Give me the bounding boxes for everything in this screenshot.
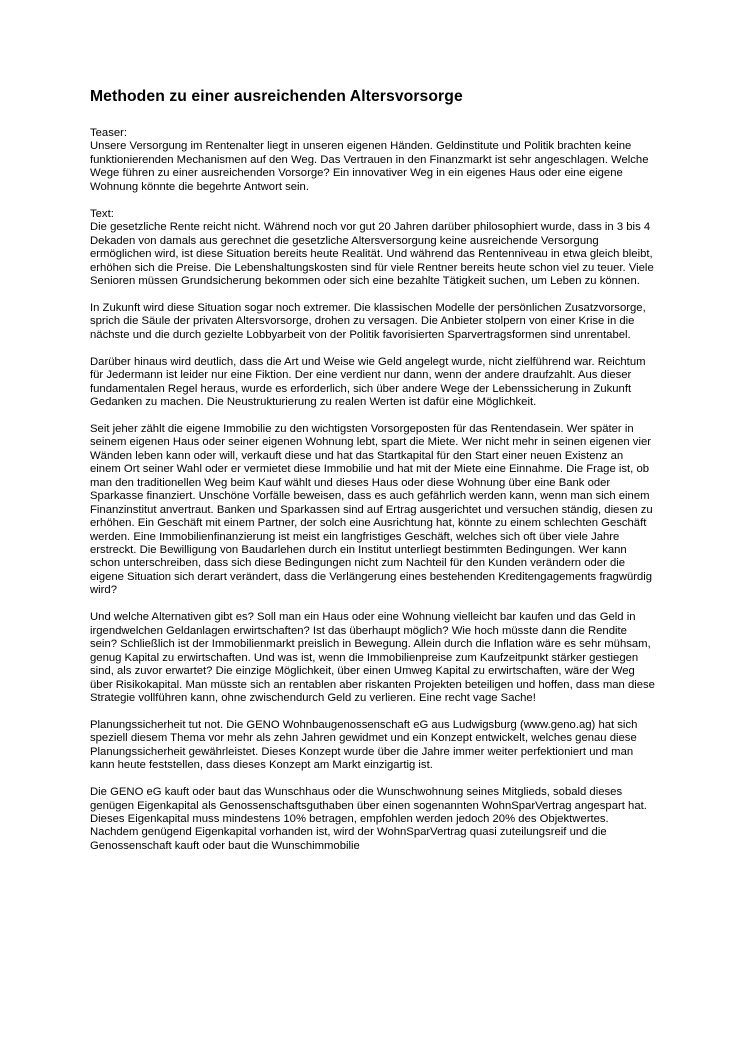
body-paragraph: Die gesetzliche Rente reicht nicht. Während noch vor gut 20 Jahren darüber philosophiert wurde, dass in 3 bis 4 Dekaden von damals aus gerechnet die gesetzliche Altersversorgung keine ausreichende Versorgung ermöglichen wird, ist diese Situation bereits heute Realität. Und während das Rentenniveau in etwa gleich bleibt, erhöhen sich die Preise. Die Lebenshaltungskosten sind für viele Rentner bereits heute schon viel zu teuer. Viele Senioren müssen Grundsicherung bekommen oder sich eine bezahlte Tätigkeit suchen, um Leben zu können. (90, 221, 654, 287)
text-label: Text: (90, 207, 114, 220)
teaser-text: Unsere Versorgung im Rentenalter liegt in unseren eigenen Händen. Geldinstitute und Politik brachten keine funktionierenden Mechanismen auf den Weg. Das Vertrauen in den Finanzmarkt ist sehr angeschlagen. Welche Wege führen zu einer ausreichenden Vorsorge? Ein innovativer Weg in ein eigenes Haus oder eine eigene Wohnung könnte die begehrte Antwort sein. (90, 140, 649, 193)
document-body (90, 127, 655, 853)
teaser-label: Teaser: (90, 127, 128, 139)
body-paragraph: Die GENO eG kauft oder baut das Wunschhaus oder die Wunschwohnung seines Mitglieds, sobald dieses genügen Eigenkapital als Genossenschaftsguthaben über einen sogenannten WohnSparVertrag angespart hat. Dieses Eigenkapital muss mindestens 10% betragen, empfohlen werden jedoch 20% des Objektwertes. Nachdem genügend Eigenkapital vorhanden ist, wird der WohnSparVertrag quasi zuteilungsreif und die Genossenschaft kauft oder baut die Wunschimmobilie (90, 786, 647, 852)
body-paragraph: Darüber hinaus wird deutlich, dass die Art und Weise wie Geld angelegt wurde, nicht zielführend war. Reichtum für Jedermann ist leider nur eine Fiktion. Der eine verdient nur dann, wenn der andere draufzahlt. Aus dieser fundamentalen Regel heraus, wurde es erforderlich, sich über andere Wege der Lebenssicherung in Zukunft Gedanken zu machen. Die Neustrukturierung zu realen Werten ist dafür eine Möglichkeit. (90, 355, 646, 409)
body-paragraph: Planungssicherheit tut not. Die GENO Wohnbaugenossenschaft eG aus Ludwigsburg (www.geno.ag) hat sich speziell diesem Thema vor mehr als zehn Jahren gewidmet und ein Konzept entwickelt, welches genau diese Planungssicherheit gewährleistet. Dieses Konzept wurde über die Jahre immer weiter perfektioniert und man kann heute feststellen, dass dieses Konzept am Markt einzigartig ist. (90, 718, 638, 772)
body-paragraph: Seit jeher zählt die eigene Immobilie zu den wichtigsten Vorsorgeposten für das Rentendasein. Wer später in seinem eigenen Haus oder seiner eigenen Wohnung lebt, spart die Miete. Wer nicht mehr in seinen eigenen vier Wänden leben kann oder will, verkauft diese und hat das Startkapital für den Start einer neuen Existenz an einem Ort seiner Wahl oder er vermietet diese Immobilie und hat mit der Miete eine Einnahme. Die Frage ist, ob man den traditionellen Weg beim Kauf wählt und dieses Haus oder diese Wohnung über eine Bank oder Sparkasse finanziert. Unschöne Vorfälle beweisen, dass es auch gefährlich werden kann, wenn man sich einem Finanzinstitut anvertraut. Banken und Sparkassen sind auf Ertrag ausgerichtet und versuchen ständig, diesen zu erhöhen. Ein Geschäft mit einem Partner, der solch eine Ausrichtung hat, könnte zu einem schlechten Geschäft werden. Eine Immobilienfinanzierung ist meist ein langfristiges Geschäft, welches sich oft über viele Jahre erstreckt. Die Bewilligung von Baudarlehen durch ein Institut unterliegt bestimmten Bedingungen. Wer kann schon unterschreiben, dass sich diese Bedingungen nicht zum Nachteil für den Kunden verändern oder die eigene Situation sich derart verändert, dass die Verlängerung eines bestehenden Kreditengagements fragwürdig wird? (90, 422, 653, 597)
document-title: Methoden zu einer ausreichenden Altersvorsorge (90, 88, 463, 105)
body-paragraph: In Zukunft wird diese Situation sogar noch extremer. Die klassischen Modelle der persönlichen Zusatzvorsorge, sprich die Säule der privaten Altersvorsorge, drohen zu versagen. Die Anbieter stolpern von einer Krise in die nächste und die durch gezielte Lobbyarbeit von der Politik favorisierten Sparvertragsformen sind unrentabel. (90, 301, 646, 341)
body-paragraph: Und welche Alternativen gibt es? Soll man ein Haus oder eine Wohnung vielleicht bar kaufen und das Geld in irgendwelchen Geldanlagen erwirtschaften? Ist das überhaupt möglich? Wie hoch müsste dann die Rendite sein? Schließlich ist der Immobilienmarkt preislich in Bewegung. Allein durch die Inflation wäre es sehr mühsam, genug Kapital zu erwirtschaften. Und was ist, wenn die Immobilienpreise zum Kaufzeitpunkt stärker gestiegen sind, als zuvor erwartet? Die einzige Möglichkeit, über einen Umweg Kapital zu erwirtschaften, wäre der Weg über Risikokapital. Man müsste sich an rentablen aber riskanten Projekten beteiligen und hoffen, dass man diese Strategie vollführen kann, ohne zwischendurch Geld zu verlieren. Eine recht vage Sache! (90, 611, 655, 704)
